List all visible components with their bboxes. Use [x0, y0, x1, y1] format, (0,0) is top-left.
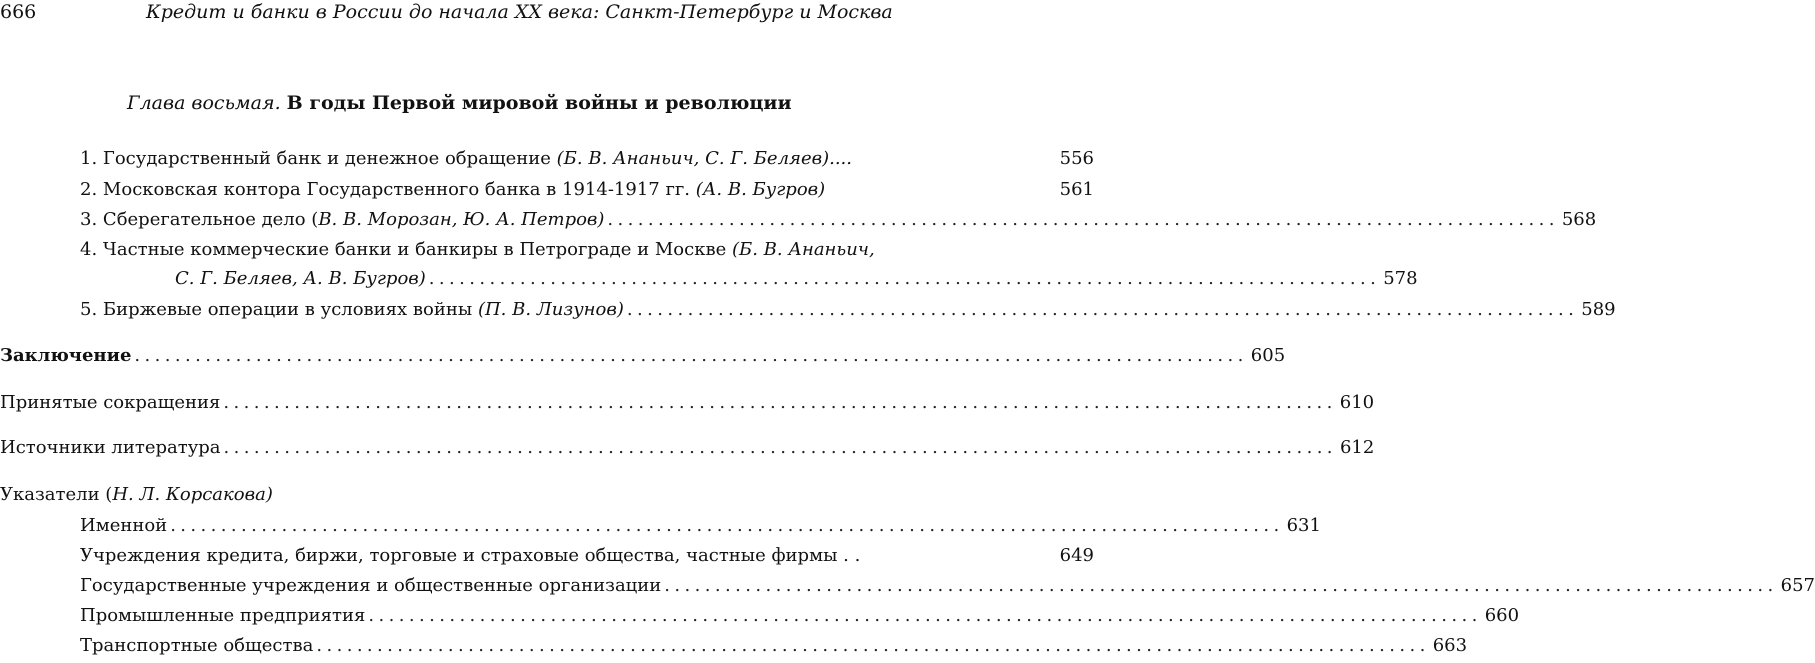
leader-dots: ..............................................................................................: [626, 299, 1579, 320]
entry-page: 605: [1250, 345, 1286, 366]
entry-page: 649: [1059, 545, 1094, 566]
entry-title: Источники литература: [0, 437, 221, 458]
entry-number: 5.: [80, 299, 98, 320]
entry-title: Государственный банк и денежное обращение: [102, 148, 551, 169]
entry-authors-cont: С. Г. Беляев, А. В. Бугров): [175, 268, 426, 289]
entry-page: 631: [1286, 515, 1321, 536]
chapter-title: В годы Первой мировой войны и революции: [286, 92, 792, 114]
indexes-heading-author: Н. Л. Корсакова): [112, 484, 273, 505]
leader-dots: ..............................................................................................................: [316, 635, 1430, 656]
entry-authors: В. В. Морозан, Ю. А. Петров): [318, 209, 605, 230]
toc-entry-conclusion[interactable]: [0, 345, 1286, 369]
entry-number: 2.: [80, 179, 98, 200]
chapter-heading: [127, 92, 792, 114]
entry-title: Именной: [80, 515, 168, 536]
entry-title: Принятые сокращения: [0, 392, 221, 413]
leader-dots: ..............................................................................................................: [170, 515, 1284, 536]
entry-number: 4.: [80, 239, 98, 260]
entry-number: 1.: [80, 148, 98, 169]
toc-entry-sources[interactable]: [0, 437, 1375, 461]
entry-page: 663: [1432, 635, 1468, 656]
entry-title: Транспортные общества: [80, 635, 314, 656]
index-entry[interactable]: [80, 635, 1468, 659]
entry-page: 568: [1561, 209, 1597, 230]
leader-dots: ..............................................................................................................: [368, 605, 1482, 626]
entry-authors: (А. В. Бугров): [695, 179, 826, 200]
toc-entry-continuation[interactable]: [175, 268, 1418, 292]
toc-entry-abbreviations[interactable]: [0, 392, 1375, 416]
leader-dots: ..............................................................................................................: [223, 437, 1337, 458]
entry-page: 612: [1339, 437, 1375, 458]
leader-dots: ..............................................................................................: [428, 268, 1381, 289]
entry-page: 657: [1780, 575, 1815, 596]
toc-entry[interactable]: [80, 179, 1094, 203]
toc-entry[interactable]: [80, 209, 1597, 233]
leader-dots: ..............................................................................................: [607, 209, 1559, 230]
entry-number: 3.: [80, 209, 98, 230]
indexes-heading-text: Указатели (: [0, 484, 113, 505]
leader-dots: ..............................................................................................................: [134, 345, 1248, 366]
toc-entry[interactable]: [80, 299, 1616, 323]
toc-entry[interactable]: [80, 239, 1093, 263]
entry-page: 610: [1339, 392, 1375, 413]
entry-title: Московская контора Государственного банка в 1914-1917 гг.: [102, 179, 691, 200]
entry-page: 561: [1059, 179, 1094, 200]
entry-title: Заключение: [0, 345, 132, 366]
entry-authors: (Б. В. Ананьич,: [731, 239, 875, 260]
toc-entry[interactable]: [80, 148, 1094, 172]
chapter-label: Глава восьмая.: [127, 92, 281, 114]
entry-page: 589: [1581, 299, 1616, 320]
running-title: Кредит и банки в России до начала XX века: Санкт-Петербург и Москва: [146, 1, 893, 23]
entry-title: Биржевые операции в условиях войны: [102, 299, 473, 320]
entry-page: 660: [1484, 605, 1520, 626]
entry-title: Частные коммерческие банки и банкиры в Петрограде и Москве: [102, 239, 727, 260]
entry-title: Сберегательное дело (: [102, 209, 319, 230]
index-entry[interactable]: [80, 515, 1321, 539]
leader-dots: ..............................................................................................................: [664, 575, 1778, 596]
entry-title: Учреждения кредита, биржи, торговые и страховые общества, частные фирмы . .: [80, 545, 861, 566]
leader-dots: ..............................................................................................................: [223, 392, 1337, 413]
entry-authors: (Б. В. Ананьич, С. Г. Беляев)....: [556, 148, 853, 169]
index-entry[interactable]: [80, 605, 1520, 629]
index-entry[interactable]: [80, 575, 1815, 599]
entry-page: 556: [1059, 148, 1094, 169]
entry-title: Промышленные предприятия: [80, 605, 366, 626]
entry-authors: (П. В. Лизунов): [477, 299, 624, 320]
page-number: 666: [0, 1, 37, 23]
entry-page: 578: [1383, 268, 1418, 289]
indexes-heading: [0, 484, 1093, 508]
index-entry[interactable]: [80, 545, 1094, 569]
entry-title: Государственные учреждения и общественные организации: [80, 575, 662, 596]
